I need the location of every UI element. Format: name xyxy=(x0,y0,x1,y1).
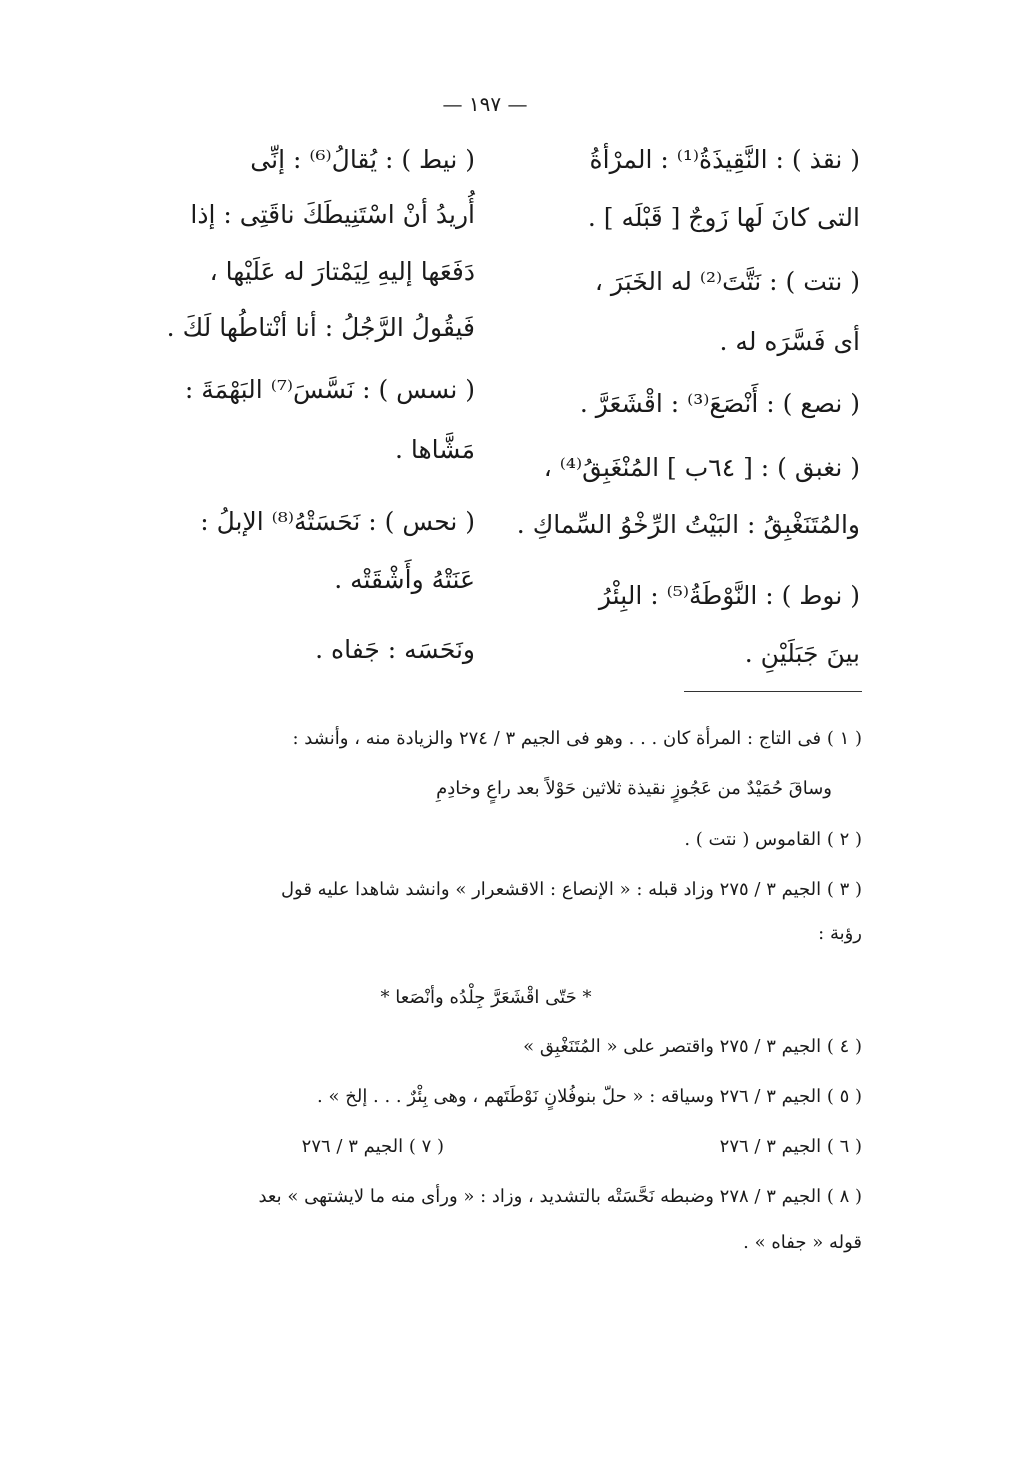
entry-line: بينَ جَبَلَيْنِ . xyxy=(744,639,860,668)
footnote-line: ( ٢ ) القاموس ( نتت ) . xyxy=(684,829,862,850)
footnote-divider xyxy=(684,691,862,692)
entry-line: أى فَسَّرَه له . xyxy=(719,327,860,356)
page-number: — ١٩٧ — xyxy=(442,92,528,116)
entry-line: ( نغبق ) : [ ٦٤ب ] المُنْغَبِقُ⁽⁴⁾ ، xyxy=(543,453,860,482)
entry-line: ( نصع ) : أَنْصَعَ⁽³⁾ : اقْشَعَرَّ . xyxy=(579,389,860,418)
entry-line: ( نحس ) : نَحَسَتْهُ⁽⁸⁾ الإبلُ : xyxy=(200,507,475,536)
footnote-verse: * حَتّى اقْشَعَرَّ جِلْدُه وأنْصَعا * xyxy=(380,987,592,1008)
entry-line: ( نتت ) : نَتَّتَ⁽²⁾ له الخَبَرَ ، xyxy=(594,267,860,296)
entry-line: دَفَعَها إليهِ لِيَمْتارَ له عَلَيْها ، xyxy=(209,257,475,286)
entry-line: عَنَتْهُ وأَشْقَتْه . xyxy=(334,565,475,594)
entry-line: التى كانَ لَها زَوجٌ [ قَبْلَه ] . xyxy=(587,203,860,232)
footnote-line: ( ٧ ) الجيم ٣ / ٢٧٦ xyxy=(301,1136,444,1157)
footnote-line: ( ٨ ) الجيم ٣ / ٢٧٨ وضبطه نَحَّسَتْه بالتشديد ، وزاد : « ورأى منه ما لايشتهى » بعد xyxy=(258,1186,862,1207)
entry-line: والمُتَنَغْبِقُ : البَيْتُ الرِّخْوُ السِّماكِ . xyxy=(516,510,860,539)
entry-line: ( نوط ) : النَّوْطَةُ⁽⁵⁾ : البِئْرُ xyxy=(598,581,860,610)
footnote-line: ( ٦ ) الجيم ٣ / ٢٧٦ xyxy=(719,1136,862,1157)
entry-line: ( نيط ) : يُقالُ⁽⁶⁾ : إنِّى xyxy=(250,145,475,174)
entry-line: مَشَّاها . xyxy=(394,435,475,464)
footnote-line: قوله « جفاه » . xyxy=(743,1232,862,1253)
entry-line: ( نسس ) : نَسَّسَ⁽⁷⁾ البَهْمَةَ : xyxy=(184,375,475,404)
footnote-line: ( ٣ ) الجيم ٣ / ٢٧٥ وزاد قبله : « الإنصاع : الاقشعرار » وانشد شاهدا عليه قول xyxy=(280,879,862,900)
footnote-verse: وساقَ حُمَيْدٌ من عَجُوزٍ نقيذة ثلاثين حَوْلاً بعد راعٍ وخادِمِ xyxy=(436,778,832,799)
footnote-line: رؤبة : xyxy=(818,923,862,944)
footnote-line: ( ٥ ) الجيم ٣ / ٢٧٦ وسياقه : « حلّ بنوفُلانٍ نَوْطَتَهم ، وهى بِئْرٌ . . . إلخ » . xyxy=(317,1086,862,1107)
entry-line: ( نقذ ) : النَّقِيذَةُ⁽¹⁾ : المرْأةُ xyxy=(589,145,860,174)
entry-line: أُريدُ أنْ اسْتَنِيطَكَ ناقَتِى : إذا xyxy=(190,200,475,229)
entry-line: ونَحَسَه : جَفاه . xyxy=(315,635,475,664)
footnote-line: ( ٤ ) الجيم ٣ / ٢٧٥ واقتصر على « المُتَنَغْبِق » xyxy=(523,1036,862,1057)
entry-line: فَيقُولُ الرَّجُلُ : أنا أنْتاطُها لَكَ . xyxy=(166,313,475,342)
footnote-line: ( ١ ) فى التاج : المرأة كان . . . وهو فى الجيم ٣ / ٢٧٤ والزيادة منه ، وأنشد : xyxy=(292,728,862,749)
